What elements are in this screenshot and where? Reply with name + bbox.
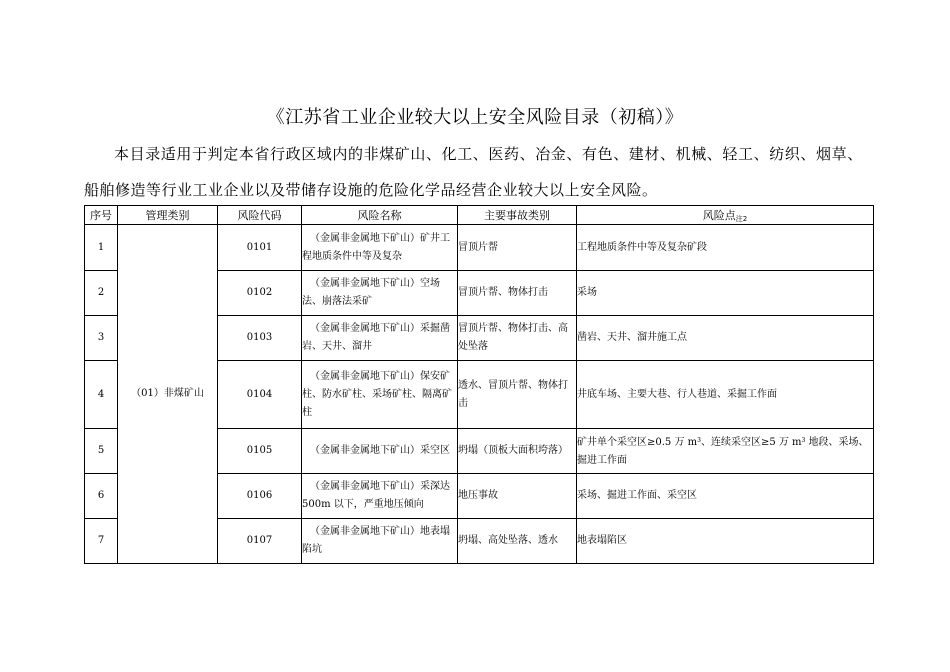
row-code: 0107 <box>218 519 302 564</box>
row-point: 工程地质条件中等及复杂矿段 <box>577 225 874 271</box>
row-name: （金属非金属地下矿山）地表塌陷坑 <box>302 519 458 564</box>
row-accident-type: 冒顶片帮 <box>458 225 577 271</box>
table-header-row <box>85 206 874 225</box>
row-accident-type: 冒顶片帮、物体打击、高处坠落 <box>458 316 577 361</box>
row-accident-type: 坍塌、高处坠落、透水 <box>458 519 577 564</box>
row-name: （金属非金属地下矿山）采空区 <box>302 429 458 474</box>
risk-table <box>84 205 874 564</box>
row-num: 7 <box>85 519 118 564</box>
row-name: （金属非金属地下矿山）保安矿柱、防水矿柱、采场矿柱、隔离矿柱 <box>302 361 458 429</box>
row-point: 地表塌陷区 <box>577 519 874 564</box>
row-code: 0104 <box>218 361 302 429</box>
header-num: 序号 <box>85 206 118 225</box>
point-text-part: 、连续采空区≥5 万 m <box>700 437 802 448</box>
header-point-note: 注2 <box>735 214 748 223</box>
row-code: 0102 <box>218 271 302 316</box>
point-text-part: 地段、采场、掘进工作面 <box>577 437 869 466</box>
row-point: 采场、掘进工作面、采空区 <box>577 474 874 519</box>
header-point-label: 风险点 <box>702 208 736 222</box>
row-accident-type: 坍塌（顶板大面积垮落） <box>458 429 577 474</box>
document-title: 《江苏省工业企业较大以上安全风险目录（初稿）》 <box>266 107 684 128</box>
point-text-part: 矿井单个采空区≥0.5 万 m <box>577 437 698 448</box>
row-num: 6 <box>85 474 118 519</box>
row-num: 2 <box>85 271 118 316</box>
row-name: （金属非金属地下矿山）空场法、崩落法采矿 <box>302 271 458 316</box>
table-row <box>85 225 874 271</box>
cubic-superscript: 3 <box>697 437 701 444</box>
intro-line-1: 本目录适用于判定本省行政区域内的非煤矿山、化工、医药、冶金、有色、建材、机械、轻工、纺织、烟草、 <box>114 145 863 163</box>
row-accident-type: 冒顶片帮、物体打击 <box>458 271 577 316</box>
row-num: 3 <box>85 316 118 361</box>
row-code: 0105 <box>218 429 302 474</box>
row-point <box>577 429 874 474</box>
intro-line-2: 船舶修造等行业工业企业以及带储存设施的危险化学品经营企业较大以上安全风险。 <box>84 181 658 199</box>
row-name: （金属非金属地下矿山）采掘凿岩、天井、溜井 <box>302 316 458 361</box>
header-accident-type: 主要事故类别 <box>458 206 577 225</box>
row-code: 0103 <box>218 316 302 361</box>
row-name: （金属非金属地下矿山）采深达 500m 以下，严重地压倾向 <box>302 474 458 519</box>
row-accident-type: 透水、冒顶片帮、物体打击 <box>458 361 577 429</box>
cubic-superscript: 3 <box>801 437 806 444</box>
row-num: 5 <box>85 429 118 474</box>
row-accident-type: 地压事故 <box>458 474 577 519</box>
row-point: 凿岩、天井、溜井施工点 <box>577 316 874 361</box>
row-num: 1 <box>85 225 118 271</box>
category-cell: （01）非煤矿山 <box>118 225 218 564</box>
header-code: 风险代码 <box>218 206 302 225</box>
row-num: 4 <box>85 361 118 429</box>
header-point <box>577 206 874 225</box>
header-category: 管理类别 <box>118 206 218 225</box>
header-name: 风险名称 <box>302 206 458 225</box>
row-point: 井底车场、主要大巷、行人巷道、采掘工作面 <box>577 361 874 429</box>
row-code: 0106 <box>218 474 302 519</box>
row-code: 0101 <box>218 225 302 271</box>
row-point: 采场 <box>577 271 874 316</box>
row-name: （金属非金属地下矿山）矿井工程地质条件中等及复杂 <box>302 225 458 271</box>
